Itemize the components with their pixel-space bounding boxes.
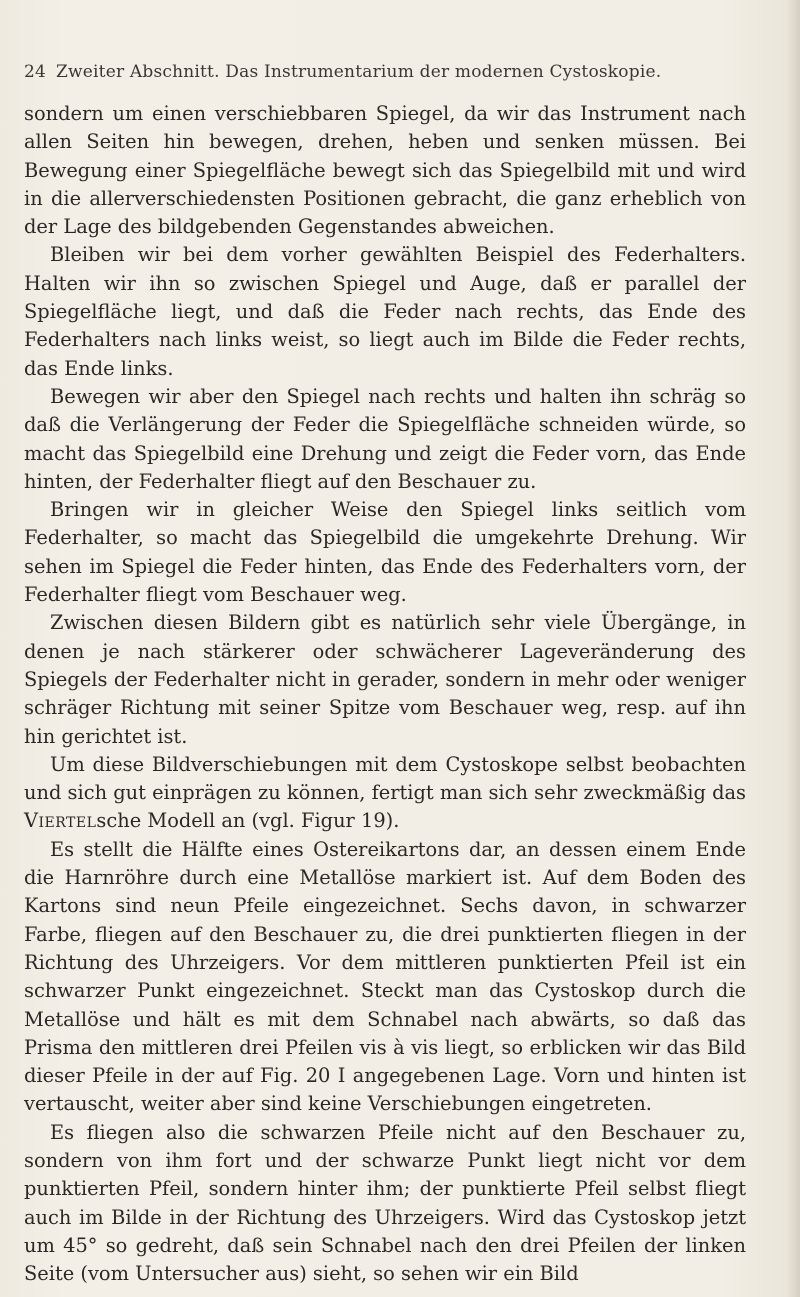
paragraph-6: [24, 751, 746, 836]
paragraph-1: sondern um einen verschiebbaren Spiegel, da wir das Instrument nach allen Seiten hin bewegen, drehen, heben und senken müssen. Bei Bewegung einer Spiegelfläche bewegt sich das Spiegelbild mit und wird in die allerverschiedensten Positionen gebracht, die ganz erheblich von der Lage des bildgebenden Gegenstandes abweichen.: [24, 102, 746, 239]
paragraph-8: Es fliegen also die schwarzen Pfeile nicht auf den Beschauer zu, sondern von ihm fort und der schwarze Punkt liegt nicht vor dem punktierten Pfeil, sondern hinter ihm; der punktierte Pfeil selbst fliegt auch im Bilde in der Richtung des Uhrzeigers. Wird das Cystoskop jetzt um 45° so gedreht, daß sein Schnabel nach den drei Pfeilen der linken Seite (vom Untersucher aus) sieht, so sehen wir ein Bild: [24, 1120, 746, 1286]
paragraph-4: Bringen wir in gleicher Weise den Spiegel links seitlich vom Federhalter, so macht das Spiegelbild die umgekehrte Drehung. Wir sehen im Spiegel die Feder hinten, das Ende des Federhalters vorn, der Federhalter fliegt vom Beschauer weg.: [24, 498, 746, 607]
paragraph-5: Zwischen diesen Bildern gibt es natürlich sehr viele Übergänge, in denen je nach stärkerer oder schwächerer Lageveränderung des Spiegels der Federhalter nicht in gerader, sondern in mehr oder weniger schräger Richtung mit seiner Spitze vom Beschauer weg, resp. auf ihn hin gerichtet ist.: [24, 611, 746, 748]
page-number: 24: [24, 62, 47, 82]
page-edge-shadow: [786, 0, 800, 1297]
paragraph-3: Bewegen wir aber den Spiegel nach rechts und halten ihn schräg so daß die Verlängerung der Feder die Spiegelfläche schneiden würde, so macht das Spiegelbild eine Drehung und zeigt die Feder vorn, das Ende hinten, der Federhalter fliegt auf den Beschauer zu.: [24, 384, 746, 493]
chapter-title: Zweiter Abschnitt. Das Instrumentarium der modernen Cystoskopie.: [56, 62, 662, 82]
paragraph-7: Es stellt die Hälfte eines Ostereikartons dar, an dessen einem Ende die Harnröhre durch eine Metallöse markiert ist. Auf dem Boden des Kartons sind neun Pfeile eingezeichnet. Sechs davon, in schwarzer Farbe, fliegen auf den Beschauer zu, die drei punktierten fliegen in der Richtung des Uhrzeigers. Vor dem mittleren punktierten Pfeil ist ein schwarzer Punkt eingezeichnet. Steckt man das Cystoskop durch die Metallöse und hält es mit dem Schnabel nach abwärts, so daß das Prisma den mittleren drei Pfeilen vis à vis liegt, so erblicken wir das Bild dieser Pfeile in der auf Fig. 20 I angegebenen Lage. Vorn und hinten ist vertauscht, weiter aber sind keine Verschiebungen eingetreten.: [24, 837, 746, 1116]
paragraph-6-text-before: Um diese Bildverschiebungen mit dem Cystoskope selbst beobachten und sich gut einprägen zu können, fertigt man sich sehr zweckmäßig das: [24, 752, 746, 805]
body-text: [24, 100, 746, 1288]
running-header: [24, 62, 744, 82]
paragraph-6-text-after: sche Modell an (vgl. Figur 19).: [96, 809, 400, 833]
paragraph-2: Bleiben wir bei dem vorher gewählten Beispiel des Federhalters. Halten wir ihn so zwischen Spiegel und Auge, daß er parallel der Spiegelfläche liegt, und daß die Feder nach rechts, das Ende des Federhalters nach links weist, so liegt auch im Bilde die Feder rechts, das Ende links.: [24, 243, 746, 380]
author-name-viertel: Viertel: [24, 809, 97, 833]
